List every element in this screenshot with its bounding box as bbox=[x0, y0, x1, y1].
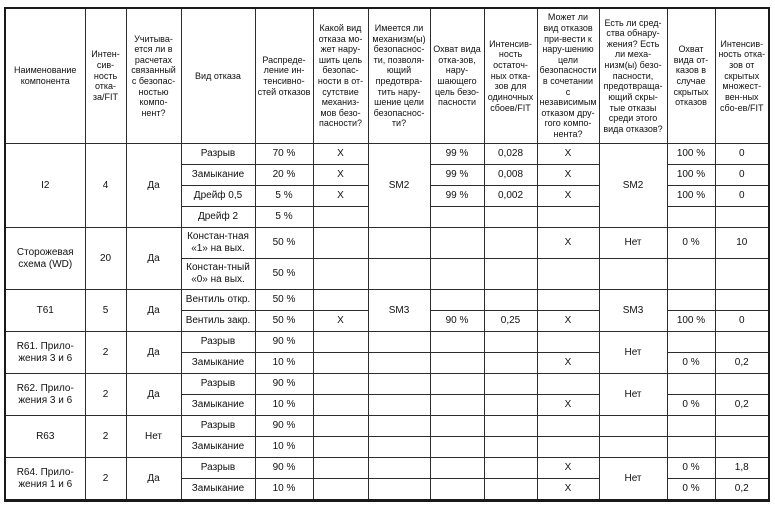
cell-considered: Да bbox=[126, 458, 181, 501]
cell-violates-goal bbox=[313, 353, 368, 374]
cell-latent-rate: 0 bbox=[715, 186, 769, 207]
cell-dual-point-fault bbox=[537, 416, 599, 437]
cell-violates-goal bbox=[313, 437, 368, 458]
cell-coverage: 90 % bbox=[430, 311, 484, 332]
cell-distribution: 10 % bbox=[255, 395, 313, 416]
cell-detection-means bbox=[599, 437, 667, 458]
cell-detection-means bbox=[599, 259, 667, 290]
header-coverage: Охват вида отка-зов, нару-шающего цель безо-пасности bbox=[430, 8, 484, 144]
header-residual-rate: Интенсив-ность остаточ-ных отка-зов для одиночных сбоев/FIT bbox=[484, 8, 537, 144]
header-distribution: Распреде-ление ин-тенсивно-стей отказов bbox=[255, 8, 313, 144]
cell-latent-rate: 0 bbox=[715, 165, 769, 186]
cell-dual-point-fault: X bbox=[537, 479, 599, 501]
cell-detection-means: Нет bbox=[599, 228, 667, 259]
cell-detection-means: SM2 bbox=[599, 144, 667, 228]
cell-residual-rate bbox=[484, 207, 537, 228]
cell-considered: Да bbox=[126, 374, 181, 416]
header-dual-point-fault: Может ли вид отказов при-вести к нару-шению цели безопасности в сочетании с независимым отказом дру-гого компо-нента? bbox=[537, 8, 599, 144]
cell-residual-rate bbox=[484, 259, 537, 290]
cell-latent-coverage: 100 % bbox=[667, 165, 715, 186]
cell-residual-rate: 0,002 bbox=[484, 186, 537, 207]
cell-latent-coverage: 100 % bbox=[667, 311, 715, 332]
cell-distribution: 5 % bbox=[255, 207, 313, 228]
cell-residual-rate bbox=[484, 290, 537, 311]
cell-coverage: 99 % bbox=[430, 186, 484, 207]
cell-latent-coverage: 0 % bbox=[667, 395, 715, 416]
header-failure-mode: Вид отказа bbox=[181, 8, 255, 144]
cell-dual-point-fault: X bbox=[537, 144, 599, 165]
cell-safety-mechanism bbox=[368, 228, 430, 259]
cell-residual-rate bbox=[484, 228, 537, 259]
cell-latent-coverage: 100 % bbox=[667, 144, 715, 165]
header-failure-rate: Интен-сив-ность отка-за/FIT bbox=[85, 8, 126, 144]
cell-dual-point-fault bbox=[537, 332, 599, 353]
cell-violates-goal: X bbox=[313, 144, 368, 165]
table-row bbox=[5, 144, 769, 165]
cell-failure-mode: Разрыв bbox=[181, 416, 255, 437]
cell-latent-coverage: 0 % bbox=[667, 353, 715, 374]
cell-considered: Нет bbox=[126, 416, 181, 458]
cell-dual-point-fault bbox=[537, 437, 599, 458]
cell-failure-mode: Разрыв bbox=[181, 144, 255, 165]
cell-distribution: 10 % bbox=[255, 479, 313, 501]
cell-distribution: 90 % bbox=[255, 374, 313, 395]
cell-coverage bbox=[430, 395, 484, 416]
cell-coverage bbox=[430, 374, 484, 395]
cell-dual-point-fault: X bbox=[537, 186, 599, 207]
cell-coverage bbox=[430, 416, 484, 437]
cell-dual-point-fault: X bbox=[537, 228, 599, 259]
cell-coverage bbox=[430, 228, 484, 259]
cell-residual-rate: 0,008 bbox=[484, 165, 537, 186]
cell-violates-goal bbox=[313, 290, 368, 311]
cell-considered: Да bbox=[126, 144, 181, 228]
cell-component: R61. Прило-жения 3 и 6 bbox=[5, 332, 85, 374]
cell-latent-rate bbox=[715, 416, 769, 437]
cell-dual-point-fault bbox=[537, 259, 599, 290]
cell-component: Сторожевая схема (WD) bbox=[5, 228, 85, 290]
cell-dual-point-fault: X bbox=[537, 395, 599, 416]
cell-latent-coverage: 0 % bbox=[667, 458, 715, 479]
cell-distribution: 50 % bbox=[255, 228, 313, 259]
cell-distribution: 5 % bbox=[255, 186, 313, 207]
cell-component: R64. Прило-жения 1 и 6 bbox=[5, 458, 85, 501]
cell-latent-rate: 0 bbox=[715, 311, 769, 332]
cell-distribution: 20 % bbox=[255, 165, 313, 186]
cell-latent-coverage bbox=[667, 259, 715, 290]
cell-safety-mechanism bbox=[368, 353, 430, 374]
cell-component: R62. Прило-жения 3 и 6 bbox=[5, 374, 85, 416]
cell-dual-point-fault: X bbox=[537, 353, 599, 374]
cell-latent-rate: 0,2 bbox=[715, 479, 769, 501]
cell-failure-mode: Констан-тный «0» на вых. bbox=[181, 259, 255, 290]
cell-safety-mechanism bbox=[368, 395, 430, 416]
header-detection-means: Есть ли сред-ства обнару-жения? Есть ли меха-низм(ы) безо-пасности, предотвраща-ющий скры-тые отказы среди этого вида отказов? bbox=[599, 8, 667, 144]
cell-residual-rate bbox=[484, 374, 537, 395]
cell-failure-rate: 20 bbox=[85, 228, 126, 290]
cell-residual-rate bbox=[484, 332, 537, 353]
cell-violates-goal bbox=[313, 395, 368, 416]
cell-residual-rate bbox=[484, 416, 537, 437]
table-row bbox=[5, 228, 769, 259]
cell-violates-goal bbox=[313, 374, 368, 395]
cell-failure-rate: 5 bbox=[85, 290, 126, 332]
cell-safety-mechanism bbox=[368, 374, 430, 395]
cell-distribution: 50 % bbox=[255, 311, 313, 332]
cell-safety-mechanism bbox=[368, 437, 430, 458]
cell-failure-mode: Замыкание bbox=[181, 479, 255, 501]
cell-failure-mode: Констан-тная «1» на вых. bbox=[181, 228, 255, 259]
cell-failure-mode: Разрыв bbox=[181, 458, 255, 479]
cell-distribution: 90 % bbox=[255, 416, 313, 437]
cell-latent-rate: 0 bbox=[715, 144, 769, 165]
cell-component: R63 bbox=[5, 416, 85, 458]
cell-failure-mode: Замыкание bbox=[181, 165, 255, 186]
cell-detection-means: Нет bbox=[599, 374, 667, 416]
cell-failure-mode: Дрейф 2 bbox=[181, 207, 255, 228]
cell-distribution: 50 % bbox=[255, 259, 313, 290]
cell-coverage bbox=[430, 437, 484, 458]
cell-latent-coverage bbox=[667, 374, 715, 395]
cell-violates-goal: X bbox=[313, 165, 368, 186]
cell-distribution: 50 % bbox=[255, 290, 313, 311]
cell-considered: Да bbox=[126, 228, 181, 290]
cell-latent-coverage bbox=[667, 207, 715, 228]
cell-distribution: 70 % bbox=[255, 144, 313, 165]
cell-dual-point-fault bbox=[537, 207, 599, 228]
table-row bbox=[5, 458, 769, 479]
cell-violates-goal bbox=[313, 259, 368, 290]
cell-violates-goal bbox=[313, 479, 368, 501]
cell-latent-rate bbox=[715, 437, 769, 458]
table-header-row bbox=[5, 8, 769, 144]
header-safety-mechanism: Имеется ли механизм(ы) безопаснос-ти, позволя-ющий предотвра-тить нару-шение цели безопаснос-ти? bbox=[368, 8, 430, 144]
cell-failure-rate: 2 bbox=[85, 458, 126, 501]
cell-latent-coverage: 100 % bbox=[667, 186, 715, 207]
cell-latent-rate bbox=[715, 290, 769, 311]
header-component: Наименование компонента bbox=[5, 8, 85, 144]
cell-distribution: 90 % bbox=[255, 332, 313, 353]
cell-latent-coverage bbox=[667, 290, 715, 311]
cell-latent-rate bbox=[715, 374, 769, 395]
cell-violates-goal bbox=[313, 332, 368, 353]
cell-dual-point-fault: X bbox=[537, 311, 599, 332]
cell-violates-goal: X bbox=[313, 311, 368, 332]
cell-latent-rate: 0,2 bbox=[715, 395, 769, 416]
header-latent-rate: Интенсив-ность отка-зов от скрытых множест-вен-ных сбо-ев/FIT bbox=[715, 8, 769, 144]
cell-coverage bbox=[430, 332, 484, 353]
cell-residual-rate bbox=[484, 479, 537, 501]
cell-latent-coverage: 0 % bbox=[667, 479, 715, 501]
cell-failure-mode: Разрыв bbox=[181, 374, 255, 395]
cell-residual-rate: 0,028 bbox=[484, 144, 537, 165]
cell-coverage bbox=[430, 458, 484, 479]
cell-latent-coverage: 0 % bbox=[667, 228, 715, 259]
cell-residual-rate bbox=[484, 353, 537, 374]
cell-safety-mechanism bbox=[368, 259, 430, 290]
cell-distribution: 10 % bbox=[255, 353, 313, 374]
cell-detection-means: Нет bbox=[599, 458, 667, 501]
cell-failure-mode: Вентиль закр. bbox=[181, 311, 255, 332]
table-row bbox=[5, 374, 769, 395]
cell-detection-means bbox=[599, 416, 667, 437]
table-row bbox=[5, 332, 769, 353]
header-violates-goal: Какой вид отказа мо-жет нару-шить цель безопас-ности в от-сутствие механиз-мов безо-пасности? bbox=[313, 8, 368, 144]
cell-latent-rate bbox=[715, 332, 769, 353]
cell-component: Т61 bbox=[5, 290, 85, 332]
cell-failure-rate: 4 bbox=[85, 144, 126, 228]
cell-violates-goal bbox=[313, 458, 368, 479]
fmeda-table bbox=[4, 7, 770, 502]
cell-failure-rate: 2 bbox=[85, 416, 126, 458]
cell-detection-means: Нет bbox=[599, 332, 667, 374]
cell-dual-point-fault bbox=[537, 374, 599, 395]
cell-safety-mechanism: SM2 bbox=[368, 144, 430, 228]
header-considered: Учитыва-ется ли в расчетах связанный с безопас-ностью компо-нент? bbox=[126, 8, 181, 144]
cell-latent-rate bbox=[715, 259, 769, 290]
cell-considered: Да bbox=[126, 332, 181, 374]
cell-failure-rate: 2 bbox=[85, 332, 126, 374]
header-latent-coverage: Охват вида от-казов в случае скрытых отказов bbox=[667, 8, 715, 144]
cell-safety-mechanism bbox=[368, 416, 430, 437]
cell-distribution: 10 % bbox=[255, 437, 313, 458]
cell-coverage: 99 % bbox=[430, 144, 484, 165]
cell-coverage bbox=[430, 479, 484, 501]
cell-safety-mechanism: SM3 bbox=[368, 290, 430, 332]
cell-violates-goal bbox=[313, 228, 368, 259]
cell-failure-rate: 2 bbox=[85, 374, 126, 416]
table-row bbox=[5, 416, 769, 437]
cell-coverage bbox=[430, 353, 484, 374]
cell-safety-mechanism bbox=[368, 479, 430, 501]
cell-safety-mechanism bbox=[368, 458, 430, 479]
cell-failure-mode: Дрейф 0,5 bbox=[181, 186, 255, 207]
cell-component: I2 bbox=[5, 144, 85, 228]
cell-coverage bbox=[430, 290, 484, 311]
cell-violates-goal bbox=[313, 416, 368, 437]
cell-residual-rate bbox=[484, 395, 537, 416]
cell-violates-goal bbox=[313, 207, 368, 228]
cell-dual-point-fault bbox=[537, 290, 599, 311]
cell-considered: Да bbox=[126, 290, 181, 332]
cell-coverage bbox=[430, 259, 484, 290]
cell-distribution: 90 % bbox=[255, 458, 313, 479]
cell-latent-rate: 1,8 bbox=[715, 458, 769, 479]
cell-dual-point-fault: X bbox=[537, 165, 599, 186]
cell-failure-mode: Замыкание bbox=[181, 353, 255, 374]
cell-safety-mechanism bbox=[368, 332, 430, 353]
cell-latent-rate: 0,2 bbox=[715, 353, 769, 374]
cell-latent-rate: 10 bbox=[715, 228, 769, 259]
cell-failure-mode: Замыкание bbox=[181, 437, 255, 458]
cell-violates-goal: X bbox=[313, 186, 368, 207]
cell-latent-coverage bbox=[667, 416, 715, 437]
cell-latent-coverage bbox=[667, 437, 715, 458]
cell-latent-rate bbox=[715, 207, 769, 228]
cell-failure-mode: Разрыв bbox=[181, 332, 255, 353]
cell-residual-rate bbox=[484, 437, 537, 458]
cell-failure-mode: Вентиль откр. bbox=[181, 290, 255, 311]
table-body bbox=[5, 144, 769, 501]
cell-detection-means: SM3 bbox=[599, 290, 667, 332]
cell-residual-rate bbox=[484, 458, 537, 479]
cell-failure-mode: Замыкание bbox=[181, 395, 255, 416]
table-row bbox=[5, 290, 769, 311]
cell-dual-point-fault: X bbox=[537, 458, 599, 479]
cell-residual-rate: 0,25 bbox=[484, 311, 537, 332]
cell-coverage bbox=[430, 207, 484, 228]
cell-latent-coverage bbox=[667, 332, 715, 353]
cell-coverage: 99 % bbox=[430, 165, 484, 186]
